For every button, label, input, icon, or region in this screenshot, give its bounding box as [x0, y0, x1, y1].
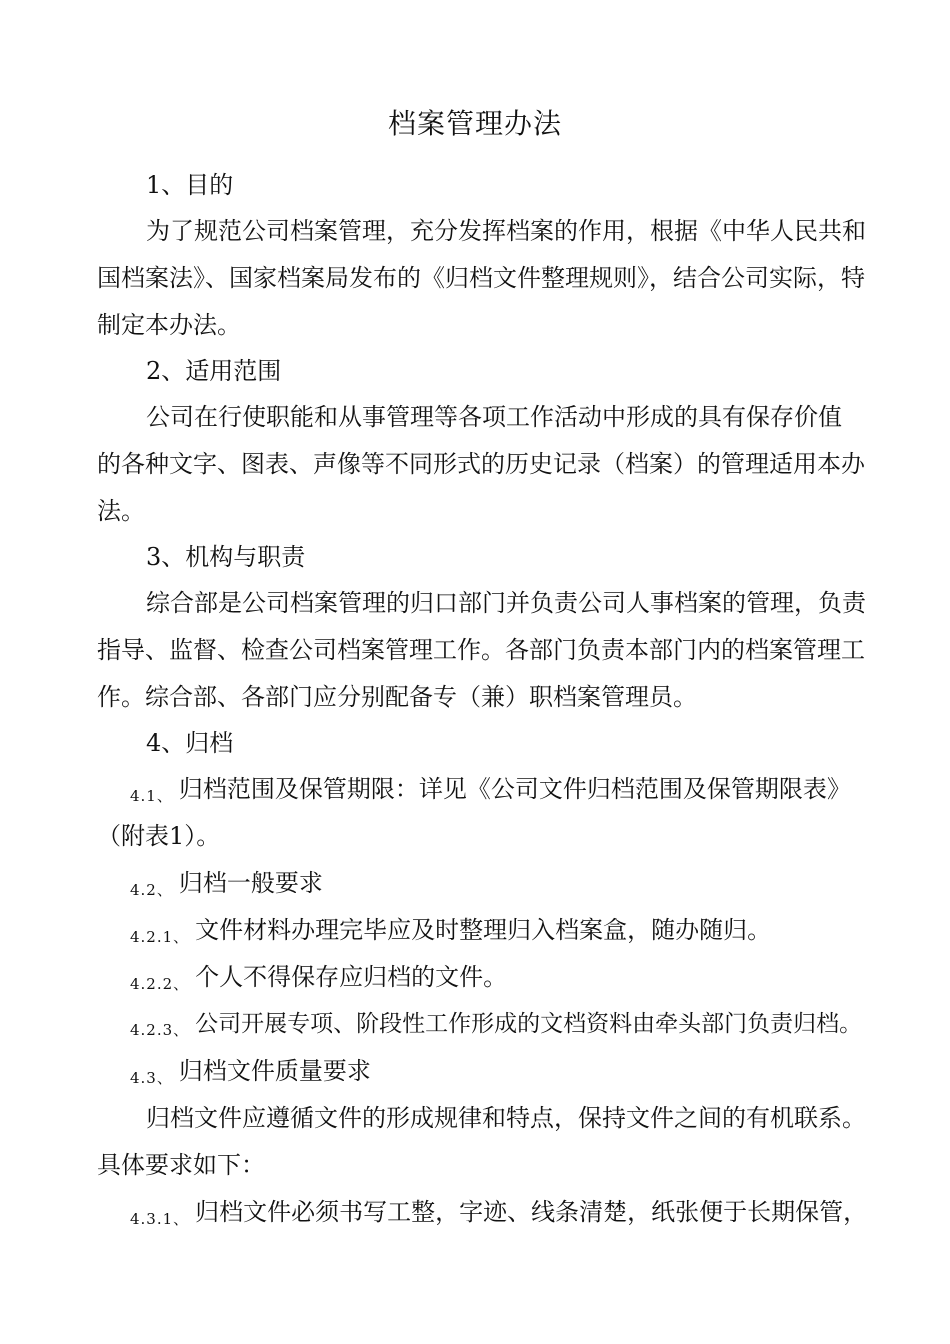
list-item [130, 868, 323, 901]
paragraph-line: 公司在行使职能和从事管理等各项工作活动中形成的具有保存价值 [146, 403, 842, 431]
paragraph-line: 的各种文字、图表、声像等不同形式的历史记录（档案）的管理适用本办 [97, 450, 865, 478]
section-heading-organization: 3、机构与职责 [146, 543, 306, 571]
item-number: 4.3、 [130, 1069, 173, 1087]
list-item [130, 1197, 867, 1230]
item-text: 归档范围及保管期限：详见《公司文件归档范围及保管期限表》 [178, 775, 851, 803]
item-number: 4.2.1、 [130, 928, 190, 946]
list-item [130, 774, 851, 807]
item-text: 文件材料办理完毕应及时整理归入档案盒，随办随归。 [195, 916, 772, 944]
paragraph-line: 综合部是公司档案管理的归口部门并负责公司人事档案的管理，负责 [146, 589, 866, 617]
item-number: 4.3.1、 [130, 1210, 190, 1228]
paragraph-line: 国档案法》、国家档案局发布的《归档文件整理规则》，结合公司实际，特 [97, 264, 865, 292]
item-text: 公司开展专项、阶段性工作形成的文档资料由牵头部门负责归档。 [195, 1011, 863, 1037]
list-item [130, 915, 771, 948]
document-title: 档案管理办法 [387, 107, 562, 140]
item-continuation: （附表1）。 [97, 822, 221, 850]
paragraph-line: 法。 [97, 497, 145, 525]
paragraph-line: 指导、监督、检查公司档案管理工作。各部门负责本部门内的档案管理工 [97, 636, 865, 664]
section-heading-scope: 2、适用范围 [146, 357, 282, 385]
paragraph-line: 归档文件应遵循文件的形成规律和特点，保持文件之间的有机联系。 [146, 1104, 866, 1132]
item-number: 4.1、 [130, 787, 173, 805]
item-number: 4.2、 [130, 881, 173, 899]
list-item [130, 962, 507, 995]
section-heading-purpose: 1、目的 [146, 171, 234, 199]
item-number: 4.2.3、 [130, 1021, 190, 1039]
item-number: 4.2.2、 [130, 975, 190, 993]
paragraph-line: 为了规范公司档案管理，充分发挥档案的作用，根据《中华人民共和 [146, 217, 866, 245]
paragraph-line: 制定本办法。 [97, 311, 241, 339]
list-item [130, 1009, 862, 1041]
section-heading-archiving: 4、归档 [146, 729, 234, 757]
item-text: 个人不得保存应归档的文件。 [195, 963, 508, 991]
paragraph-line: 具体要求如下： [97, 1151, 265, 1179]
paragraph-line: 作。综合部、各部门应分别配备专（兼）职档案管理员。 [97, 683, 697, 711]
list-item [130, 1056, 371, 1089]
item-text: 归档文件必须书写工整，字迹、线条清楚，纸张便于长期保管， [195, 1198, 868, 1226]
item-text: 归档文件质量要求 [178, 1057, 371, 1085]
item-text: 归档一般要求 [178, 869, 323, 897]
